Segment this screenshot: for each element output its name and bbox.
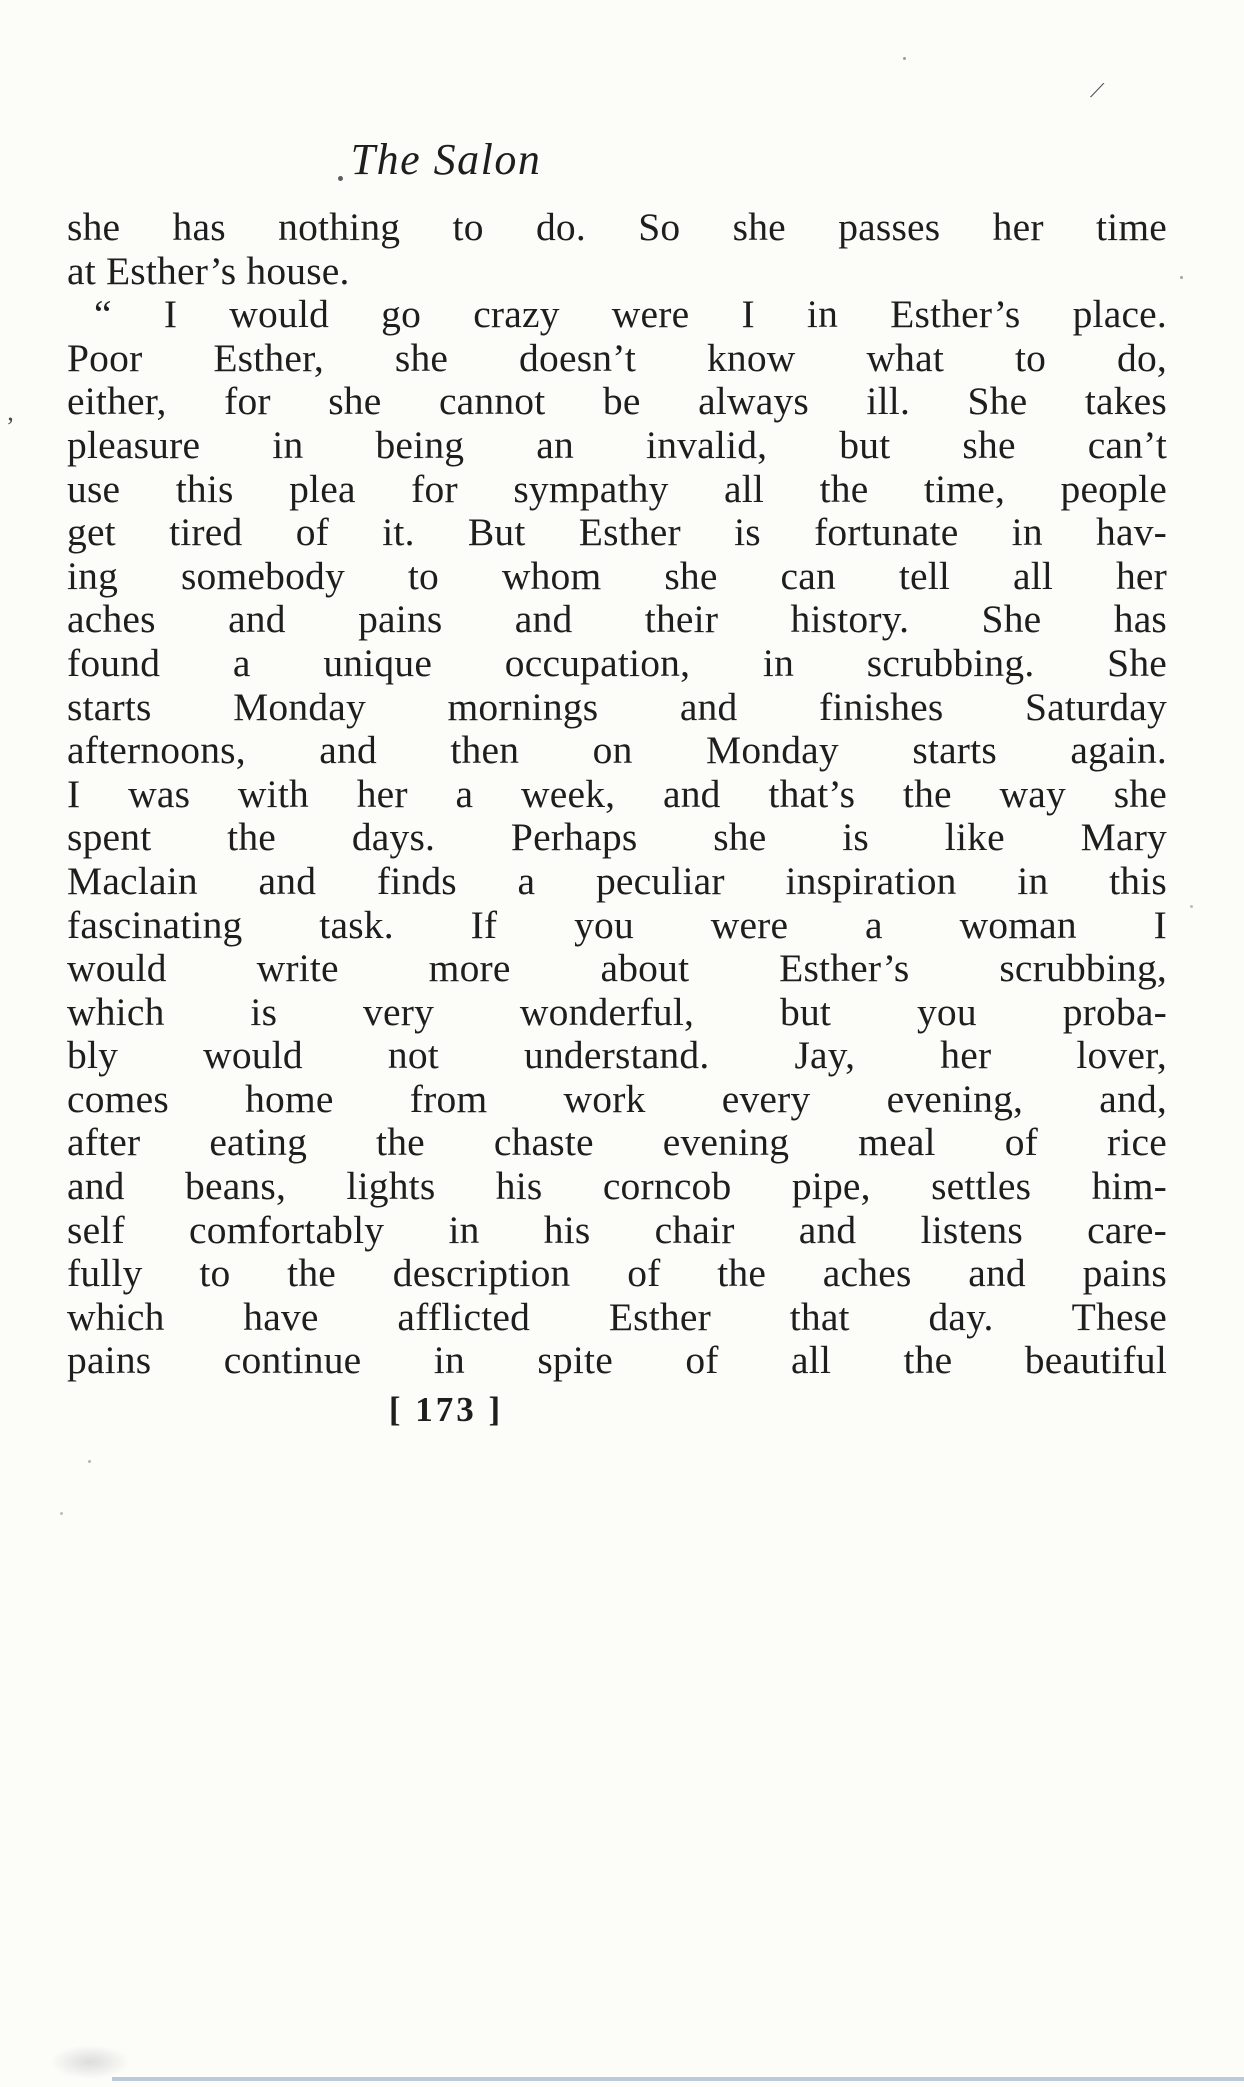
text-line: I was with her a week, and that’s the way she (67, 771, 1167, 816)
text-line: bly would not understand. Jay, her lover, (67, 1033, 1167, 1078)
scan-edge-line (112, 2077, 1244, 2081)
text-line: self comfortably in his chair and listens care- (67, 1207, 1167, 1252)
text-line: ing somebody to whom she can tell all her (67, 553, 1167, 598)
text-line: either, for she cannot be always ill. She takes (67, 379, 1167, 424)
scan-speck (60, 1512, 63, 1515)
text-line: Poor Esther, she doesn’t know what to do, (67, 335, 1167, 380)
text-line: fascinating task. If you were a woman I (67, 902, 1167, 947)
text-line: which is very wonderful, but you proba- (67, 989, 1167, 1034)
text-line: Maclain and finds a peculiar inspiration in this (67, 858, 1167, 903)
text-line: would write more about Esther’s scrubbing, (67, 946, 1167, 991)
scan-speck (1190, 905, 1193, 908)
text-line: get tired of it. But Esther is fortunate in hav- (67, 510, 1167, 555)
text-line: which have afflicted Esther that day. These (67, 1294, 1167, 1339)
text-line: spent the days. Perhaps she is like Mary (67, 815, 1167, 860)
body-text (67, 206, 1167, 1383)
text-line: fully to the description of the aches and pains (67, 1251, 1167, 1296)
text-line: “ I would go crazy were I in Esther’s place. (94, 292, 1167, 337)
text-line: she has nothing to do. So she passes her time (67, 205, 1167, 249)
text-line: pains continue in spite of all the beautiful (67, 1338, 1167, 1383)
scan-smudge (50, 2045, 130, 2079)
page-number: [ 173 ] (388, 1390, 504, 1429)
text-line: at Esther’s house. (67, 248, 350, 293)
text-line: found a unique occupation, in scrubbing. She (67, 640, 1167, 685)
scan-speck (88, 1460, 91, 1463)
text-line: afternoons, and then on Monday starts again. (67, 728, 1167, 773)
text-line: pleasure in being an invalid, but she can’t (67, 422, 1167, 467)
text-line: starts Monday mornings and finishes Saturday (67, 684, 1167, 729)
scan-artifact-apostrophe: ’ (6, 412, 15, 441)
text-line: aches and pains and their history. She has (67, 597, 1167, 642)
running-head-title: The Salon (350, 135, 542, 184)
scan-speck (1180, 276, 1183, 279)
scan-speck (903, 57, 906, 60)
scan-artifact-slash: ⁄ (1093, 77, 1101, 105)
text-line: comes home from work every evening, and, (67, 1076, 1167, 1121)
text-line: after eating the chaste evening meal of rice (67, 1120, 1167, 1165)
text-line: and beans, lights his corncob pipe, settles him- (67, 1164, 1167, 1209)
text-line: use this plea for sympathy all the time, people (67, 466, 1167, 511)
